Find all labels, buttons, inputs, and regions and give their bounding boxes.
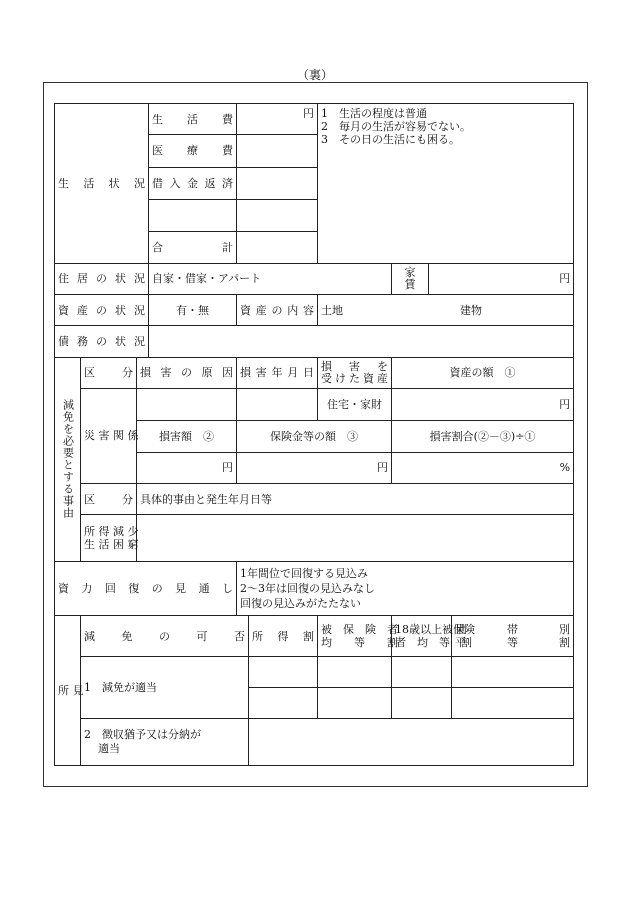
insurance-amount-label: 保険金等の額 ③ xyxy=(237,421,392,452)
building-label: 建物 xyxy=(460,303,482,317)
assets-content-label: 資 産 の 内 容 xyxy=(237,294,318,325)
reduction-form-table xyxy=(54,103,574,766)
medical-cost-value[interactable] xyxy=(237,135,318,167)
income-drop-label: 所 得 減 少 生 活 困 窮 xyxy=(81,515,137,561)
damage-date-value[interactable] xyxy=(237,388,318,420)
detail-value[interactable] xyxy=(137,515,574,561)
loss-amount-value[interactable]: 円 xyxy=(137,452,237,483)
insured-equal-label: 被 保 険 者 均 等 割 xyxy=(318,616,392,656)
house-goods-label: 住宅・家財 xyxy=(318,388,392,420)
living-cost-value[interactable]: 円 xyxy=(237,104,318,135)
household-equal-value-1[interactable] xyxy=(452,656,574,687)
living-blank-label[interactable] xyxy=(149,199,237,231)
housing-options[interactable]: 自家・借家・アパート xyxy=(149,263,392,294)
category-label: 区 分 xyxy=(81,357,137,388)
level-option-3: 3 その日の生活にも困る。 xyxy=(321,133,460,146)
loan-repayment-value[interactable] xyxy=(237,167,318,199)
opinion-label: 所 見 xyxy=(55,616,81,766)
assets-label: 資 産 の 状 況 xyxy=(55,294,149,325)
living-blank-value[interactable] xyxy=(237,199,318,231)
level-option-1: 1 生活の程度は普通 xyxy=(321,107,427,120)
category2-label: 区 分 xyxy=(81,483,137,514)
asset-amount-label: 資産の額 ① xyxy=(392,357,574,388)
disaster-label: 災 害 関 係 xyxy=(81,388,137,483)
page-side-label: （裏） xyxy=(296,68,333,82)
recovery-options[interactable] xyxy=(237,561,574,616)
recovery-option-3: 回復の見込みがたたない xyxy=(240,597,361,611)
insurance-amount-value[interactable]: 円 xyxy=(237,452,392,483)
household-equal-value-2[interactable] xyxy=(452,688,574,719)
over18-equal-value-2[interactable] xyxy=(392,688,452,719)
income-split-value-2[interactable] xyxy=(249,688,318,719)
land-label: 土地 xyxy=(321,303,343,317)
damage-date-label: 損 害 年 月 日 xyxy=(237,357,318,388)
reduction-reason-label: 減免を必要とする事由 xyxy=(55,357,81,561)
housing-label: 住 居 の 状 況 xyxy=(55,263,149,294)
over18-equal-value-1[interactable] xyxy=(392,656,452,687)
damage-cause-label: 損 害 の 原 因 xyxy=(137,357,237,388)
income-split-label: 所 得 割 xyxy=(249,616,318,656)
debts-label: 債 務 の 状 況 xyxy=(55,326,149,357)
option-deferral-appropriate[interactable]: 2 徴収猶予又は分納が 適当 xyxy=(81,719,249,766)
living-level-options xyxy=(318,104,574,264)
medical-cost-label: 医 療 費 xyxy=(149,135,237,167)
recovery-option-2: 2〜3年は回復の見込みなし xyxy=(240,582,375,596)
living-total-value[interactable] xyxy=(237,232,318,263)
income-split-value-1[interactable] xyxy=(249,656,318,687)
asset-amount-value[interactable]: 円 xyxy=(392,388,574,420)
loss-amount-label: 損害額 ② xyxy=(137,421,237,452)
insured-equal-value-1[interactable] xyxy=(318,656,392,687)
damaged-asset-label: 損 害 を 受けた資産 xyxy=(318,357,392,388)
assets-content[interactable] xyxy=(318,294,574,325)
living-status-label: 生 活 状 況 xyxy=(55,104,149,264)
rent-value[interactable]: 円 xyxy=(429,263,574,294)
loan-repayment-label: 借入金返済 xyxy=(149,167,237,199)
detail-label: 具体的事由と発生年月日等 xyxy=(137,483,574,514)
assets-have[interactable]: 有・無 xyxy=(149,294,237,325)
recovery-option-1: 1年間位で回復する見込み xyxy=(240,567,368,581)
loss-ratio-label: 損害割合(②－③)÷① xyxy=(392,421,574,452)
deferral-value[interactable] xyxy=(249,719,574,766)
loss-ratio-value[interactable]: % xyxy=(392,452,574,483)
living-total-label: 合 計 xyxy=(149,232,237,263)
rent-label: 家 賃 xyxy=(392,263,429,294)
household-equal-label: 世 帯 別 平 等 割 xyxy=(452,616,574,656)
damage-cause-value[interactable] xyxy=(137,388,237,420)
debts-value[interactable] xyxy=(149,326,574,357)
level-option-2: 2 毎月の生活が容易でない。 xyxy=(321,120,471,133)
living-cost-label: 生 活 費 xyxy=(149,104,237,135)
insured-equal-value-2[interactable] xyxy=(318,688,392,719)
option-reduction-appropriate[interactable]: 1 減免が適当 xyxy=(81,656,249,719)
decision-label: 減 免 の 可 否 xyxy=(81,616,249,656)
recovery-label: 資力回復の見通し xyxy=(55,561,237,616)
over18-equal-label: 18歳以上被保険 者 均 等 割 xyxy=(392,616,452,656)
